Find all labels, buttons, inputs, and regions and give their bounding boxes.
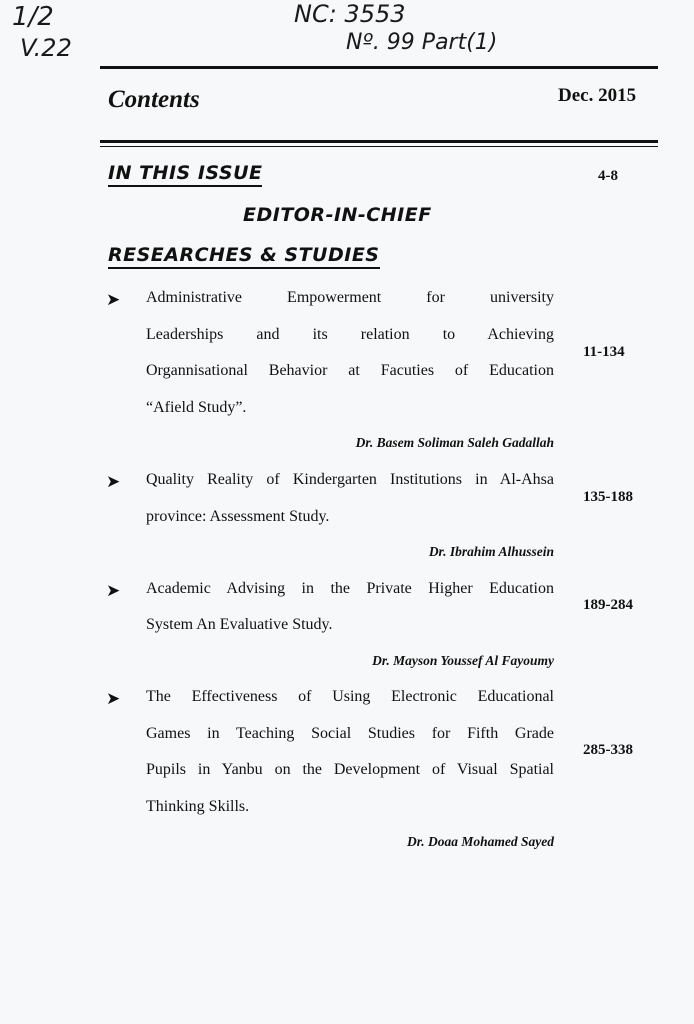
article-line: Quality Reality of Kindergarten Institutions in Al-Ahsa [146,471,554,488]
handwritten-nc-number: NC: 3553 [294,0,406,28]
article-line: Games in Teaching Social Studies for Fifth Grade [146,725,554,742]
article-author: Dr. Doaa Mohamed Sayed [406,834,554,849]
handwritten-corner-bottom: V.22 [20,34,72,62]
article-line: Thinking Skills. [146,798,250,815]
bullet-arrow-icon: ➤ [106,689,121,709]
issue-date: Dec. 2015 [558,85,637,106]
section-in-this-issue-label: IN THIS ISSUE [108,162,262,187]
article-line: Pupils in Yanbu on the Development of Visual Spatial [146,761,554,778]
in-this-issue-pages: 4-8 [598,168,618,184]
article-author: Dr. Basem Soliman Saleh Gadallah [355,435,554,450]
article-pages: 11-134 [583,344,625,360]
article-line: “Afield Study”. [146,399,247,416]
article-author: Dr. Ibrahim Alhussein [428,544,554,559]
section-researches-studies [108,244,380,266]
bullet-arrow-icon: ➤ [106,581,121,601]
article-pages: 189-284 [583,597,633,613]
article-pages: 135-188 [583,489,633,505]
article-line: Organnisational Behavior at Facuties of Education [146,362,554,379]
header-bottom-rule [100,140,658,143]
article-line: Leaderships and its relation to Achieving [146,326,554,343]
article-line: Academic Advising in the Private Higher Education [146,580,554,597]
article-line: System An Evaluative Study. [146,616,333,633]
page-title: Contents [108,86,200,113]
bullet-arrow-icon: ➤ [106,290,121,310]
header-bottom-rule-thin [100,146,658,147]
bullet-arrow-icon: ➤ [106,472,121,492]
article-line: The Effectiveness of Using Electronic Educational [146,688,554,705]
article-line: province: Assessment Study. [146,508,330,525]
header-top-rule [100,66,658,69]
handwritten-issue-note: Nº. 99 Part(1) [346,30,498,55]
section-in-this-issue [108,162,262,184]
article-author: Dr. Mayson Youssef Al Fayoumy [372,653,554,668]
section-researches-label: RESEARCHES & STUDIES [108,244,380,269]
article-pages: 285-338 [583,742,633,758]
article-line: Administrative Empowerment for university [146,289,554,306]
section-editor-in-chief: EDITOR-IN-CHIEF [243,204,432,226]
handwritten-corner-top: 1/2 [12,2,54,32]
